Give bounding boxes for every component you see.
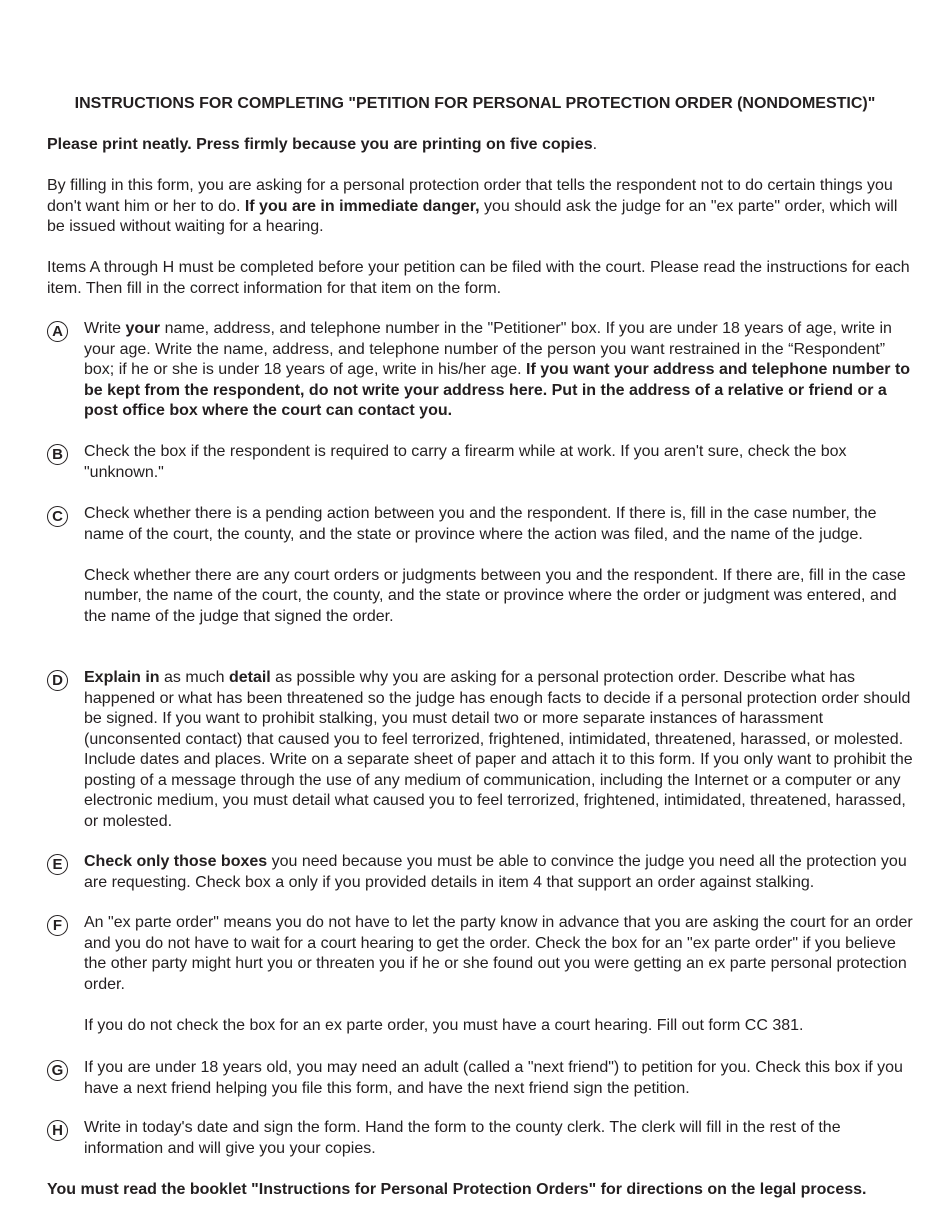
intro-danger-bold: If you are in immediate danger, bbox=[244, 197, 480, 215]
print-note-bold: Please print neatly. Press firmly because you are printing on five copies bbox=[47, 136, 593, 153]
item-c bbox=[47, 504, 913, 627]
item-h-letter-badge: H bbox=[47, 1120, 68, 1141]
item-d-text-2: as possible why you are asking for a personal protection order. Describe what has happened or what has been threatened so the judge has enough facts to decide if a personal protection order should be signed. If you want to prohibit stalking, you must detail two or more separate instances of harassment (unconsented contact) that caused you to feel terrorized, frightened, intimidated, threatened, harassed, or molested. Include dates and places. Write on a separate sheet of paper and attach it to this form. If you only want to prohibit the posting of a message through the use of any medium of communication, including the Internet or a computer or any electronic medium, you must detail what caused you to feel terrorized, frightened, intimidated, threatened, harassed, or molested. bbox=[84, 669, 913, 830]
item-f-paragraph-2: If you do not check the box for an ex parte order, you must have a court hearing. Fill out form CC 381. bbox=[84, 1016, 804, 1034]
item-d-bold-2: detail bbox=[228, 669, 271, 686]
item-g-letter-badge: G bbox=[47, 1060, 68, 1081]
item-a-text bbox=[84, 319, 913, 422]
item-g bbox=[47, 1058, 913, 1099]
item-e bbox=[47, 852, 913, 893]
item-g-text: If you are under 18 years old, you may need an adult (called a "next friend") to petition for you. Check this box if you have a next friend helping you file this form, and have the next friend sign the petition. bbox=[84, 1059, 903, 1097]
item-a bbox=[47, 319, 913, 422]
item-f-letter-badge: F bbox=[47, 915, 68, 936]
item-d-letter-badge: D bbox=[47, 670, 68, 691]
item-a-text-2: name, address, and telephone number in the "Petitioner" box. If you are under 18 years of age, write in your age. Write the name, address, and telephone number of the person you want restrained in the “Respondent” box; if he or she is under 18 years of age, write in his/her age. bbox=[84, 320, 892, 378]
print-note bbox=[47, 135, 913, 156]
item-a-text-1: Write bbox=[84, 320, 126, 337]
item-c-paragraph-1: Check whether there is a pending action between you and the respondent. If there is, fill in the case number, the name of the court, the county, and the state or province where the action was filed, and the name of the judge. bbox=[84, 505, 877, 543]
item-d-text-1: as much bbox=[159, 669, 229, 686]
item-a-bold-2: If you want your address and telephone number to be kept from the respondent, do not write your address here. Put in the address of a relative or friend or a post office box where the court can contact you. bbox=[84, 361, 911, 419]
items-intro-paragraph: Items A through H must be completed before your petition can be filed with the court. Please read the instructions for each item. Then fill in the correct information for that item on the form. bbox=[47, 259, 910, 297]
item-c-letter-badge: C bbox=[47, 506, 68, 527]
item-e-text-1: you need because you must be able to convince the judge you need all the protection you are requesting. Check box a only if you provided details in item 4 that support an order against stalking. bbox=[84, 853, 907, 891]
item-c-text bbox=[84, 504, 913, 627]
item-a-letter-badge: A bbox=[47, 321, 68, 342]
intro-text-2: you should ask the judge for an "ex parte" order, which will be issued without waiting for a hearing. bbox=[47, 197, 898, 235]
item-d bbox=[47, 668, 913, 832]
item-b-letter-badge: B bbox=[47, 444, 68, 465]
item-f-paragraph-1: An "ex parte order" means you do not have to let the party know in advance that you are asking the court for an order and you do not have to wait for a court hearing to get the order. Check the box for an "ex parte order" if you believe the other party might hurt you or threaten you if he or she found out you were getting an ex parte personal protection order. bbox=[84, 914, 913, 993]
item-d-text bbox=[84, 668, 913, 832]
item-h bbox=[47, 1118, 913, 1159]
item-b-text: Check the box if the respondent is required to carry a firearm while at work. If you aren't sure, check the box "unknown." bbox=[84, 443, 847, 481]
item-f bbox=[47, 913, 913, 1036]
item-f-text bbox=[84, 913, 913, 1036]
intro-paragraph bbox=[47, 176, 913, 238]
intro-text-1: By filling in this form, you are asking for a personal protection order that tells the respondent not to do certain things you don't want him or her to do. bbox=[47, 177, 893, 215]
item-c-paragraph-2: Check whether there are any court orders or judgments between you and the respondent. If there are, fill in the case number, the name of the court, the county, and the state or province where the order or judgment was entered, and the name of the judge that signed the order. bbox=[84, 566, 906, 625]
item-d-bold-1: Explain in bbox=[84, 669, 160, 686]
item-e-letter-badge: E bbox=[47, 854, 68, 875]
item-e-bold-1: Check only those boxes bbox=[84, 853, 268, 870]
footer-note: You must read the booklet "Instructions for Personal Protection Orders" for directions on the legal process. bbox=[47, 1181, 867, 1198]
item-e-text bbox=[84, 852, 913, 893]
item-h-text: Write in today's date and sign the form. Hand the form to the county clerk. The clerk will fill in the rest of the information and will give you your copies. bbox=[84, 1119, 841, 1157]
document-title: INSTRUCTIONS FOR COMPLETING "PETITION FOR PERSONAL PROTECTION ORDER (NONDOMESTIC)" bbox=[74, 95, 876, 112]
print-note-tail: . bbox=[592, 136, 598, 153]
item-a-bold-1: your bbox=[125, 320, 161, 337]
item-b bbox=[47, 442, 913, 483]
